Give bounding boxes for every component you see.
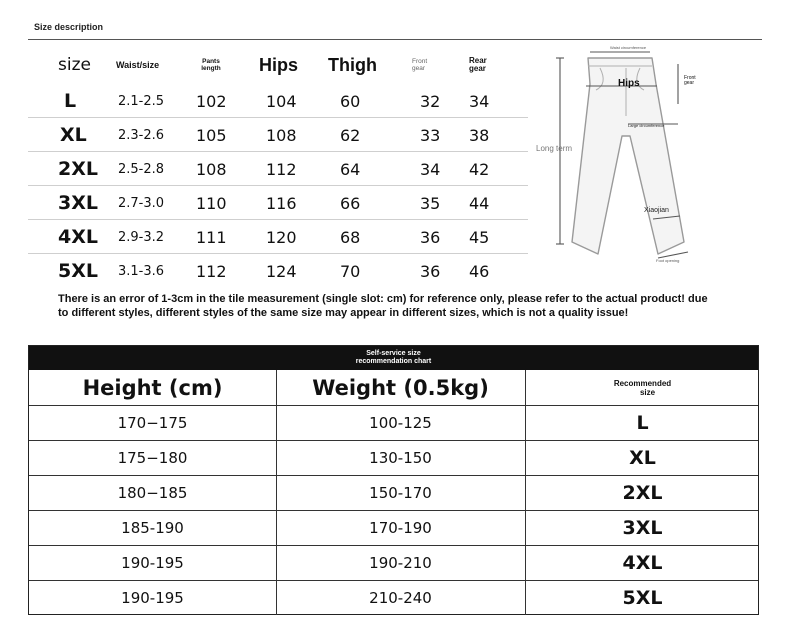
- diagram-label-front-gear: Front gear: [684, 75, 696, 86]
- measurement-note: There is an error of 1-3cm in the tile measurement (single slot: cm) for reference only, please refer to the actual product! due to different styles, different styles of the same size may appear in different sizes, which is not a quality issue!: [58, 293, 708, 319]
- recommendation-row: [29, 545, 758, 580]
- height-value: 190-195: [121, 589, 184, 607]
- diagram-label-hips: Hips: [618, 78, 640, 89]
- size-description-title: Size description: [34, 22, 104, 32]
- weight-value: 100-125: [369, 414, 432, 432]
- waist-value: 2.7-3.0: [118, 195, 165, 211]
- header-recommended-line2: size: [639, 387, 656, 397]
- recommended-size-value: 5XL: [622, 587, 663, 609]
- front-gear-value: 36: [420, 227, 441, 247]
- header-size: size: [58, 55, 91, 75]
- rear-gear-value: 34: [469, 91, 490, 111]
- thigh-value: 66: [340, 193, 361, 213]
- height-value: 170−175: [117, 414, 188, 432]
- recommendation-banner: [29, 346, 758, 370]
- size-row: [28, 84, 528, 118]
- header-recommended-line1: Recommended: [613, 378, 672, 388]
- size-row: [28, 220, 528, 254]
- weight-value: 130-150: [369, 449, 432, 467]
- height-value: 185-190: [121, 519, 184, 537]
- header-hips: Hips: [259, 54, 299, 75]
- rear-gear-value: 38: [469, 125, 490, 145]
- recommendation-grid: [29, 370, 758, 615]
- front-gear-value: 35: [420, 193, 441, 213]
- weight-value: 190-210: [369, 554, 432, 572]
- recommended-size-value: 2XL: [622, 482, 663, 504]
- header-recommended-size: [525, 370, 760, 405]
- rear-gear-value: 45: [469, 227, 490, 247]
- waist-value: 2.3-2.6: [118, 127, 165, 143]
- size-label: XL: [60, 124, 87, 146]
- hips-value: 116: [266, 193, 297, 213]
- size-label: 4XL: [58, 226, 98, 248]
- recommended-size-value: 4XL: [622, 552, 663, 574]
- diagram-label-foot-opening: Foot opening: [656, 258, 680, 263]
- front-gear-value: 32: [420, 91, 441, 111]
- weight-value: 170-190: [369, 519, 432, 537]
- waist-value: 3.1-3.6: [118, 263, 165, 279]
- front-gear-value: 33: [420, 125, 441, 145]
- thigh-value: 62: [340, 125, 361, 145]
- length-value: 108: [196, 159, 227, 179]
- length-value: 111: [196, 227, 227, 247]
- front-gear-value: 36: [420, 261, 441, 281]
- banner-title-line2: recommendation chart: [355, 358, 432, 365]
- size-row: [28, 118, 528, 152]
- recommended-size-value: XL: [629, 447, 656, 469]
- hips-value: 120: [266, 227, 297, 247]
- size-label: 3XL: [58, 192, 98, 214]
- hips-value: 108: [266, 125, 297, 145]
- size-label: 5XL: [58, 260, 98, 282]
- size-row: [28, 186, 528, 220]
- size-measurement-table: [28, 46, 528, 291]
- thigh-value: 60: [340, 91, 361, 111]
- rear-gear-value: 44: [469, 193, 490, 213]
- size-label: 2XL: [58, 158, 98, 180]
- hips-value: 124: [266, 261, 297, 281]
- recommendation-row: [29, 580, 758, 615]
- recommended-size-value: 3XL: [622, 517, 663, 539]
- diagram-label-long-term: Long term: [536, 144, 573, 153]
- header-waist: Waist/size: [116, 60, 160, 70]
- waist-value: 2.1-2.5: [118, 93, 165, 109]
- recommendation-header-row: [29, 370, 758, 405]
- thigh-value: 64: [340, 159, 361, 179]
- diagram-label-knee: Xiaojian: [644, 207, 669, 214]
- header-front-gear: Front gear: [412, 58, 428, 72]
- size-row: [28, 152, 528, 186]
- weight-value: 150-170: [369, 484, 432, 502]
- header-thigh: Thigh: [328, 54, 377, 75]
- header-weight: Weight (0.5kg): [312, 375, 489, 400]
- size-row: [28, 254, 528, 288]
- rear-gear-value: 46: [469, 261, 490, 281]
- hips-value: 104: [266, 91, 297, 111]
- weight-value: 210-240: [369, 589, 432, 607]
- banner-title-line1: Self-service size: [366, 350, 421, 357]
- recommendation-row: [29, 510, 758, 545]
- recommendation-row: [29, 440, 758, 475]
- header-rear-gear: Rear gear: [469, 56, 487, 73]
- thigh-value: 70: [340, 261, 361, 281]
- size-table-header: [28, 46, 528, 84]
- header-pants-length: Pants length: [201, 58, 221, 72]
- thigh-value: 68: [340, 227, 361, 247]
- size-label: L: [64, 90, 77, 112]
- waist-value: 2.5-2.8: [118, 161, 165, 177]
- front-gear-value: 34: [420, 159, 441, 179]
- waist-value: 2.9-3.2: [118, 229, 165, 245]
- size-recommendation-chart: [28, 345, 759, 615]
- height-value: 190-195: [121, 554, 184, 572]
- hips-value: 112: [266, 159, 297, 179]
- height-value: 180−185: [117, 484, 188, 502]
- length-value: 105: [196, 125, 227, 145]
- length-value: 102: [196, 91, 227, 111]
- rear-gear-value: 42: [469, 159, 490, 179]
- pants-measurement-diagram: [530, 44, 710, 269]
- header-divider: [28, 39, 762, 40]
- length-value: 110: [196, 193, 227, 213]
- recommendation-row: [29, 475, 758, 510]
- recommended-size-value: L: [636, 412, 649, 434]
- length-value: 112: [196, 261, 227, 281]
- diagram-label-waist: Waist circumference: [610, 45, 647, 50]
- header-height: Height (cm): [82, 375, 223, 400]
- recommendation-row: [29, 405, 758, 440]
- diagram-label-leg-circumference: Large circumference: [628, 123, 665, 128]
- height-value: 175−180: [117, 449, 188, 467]
